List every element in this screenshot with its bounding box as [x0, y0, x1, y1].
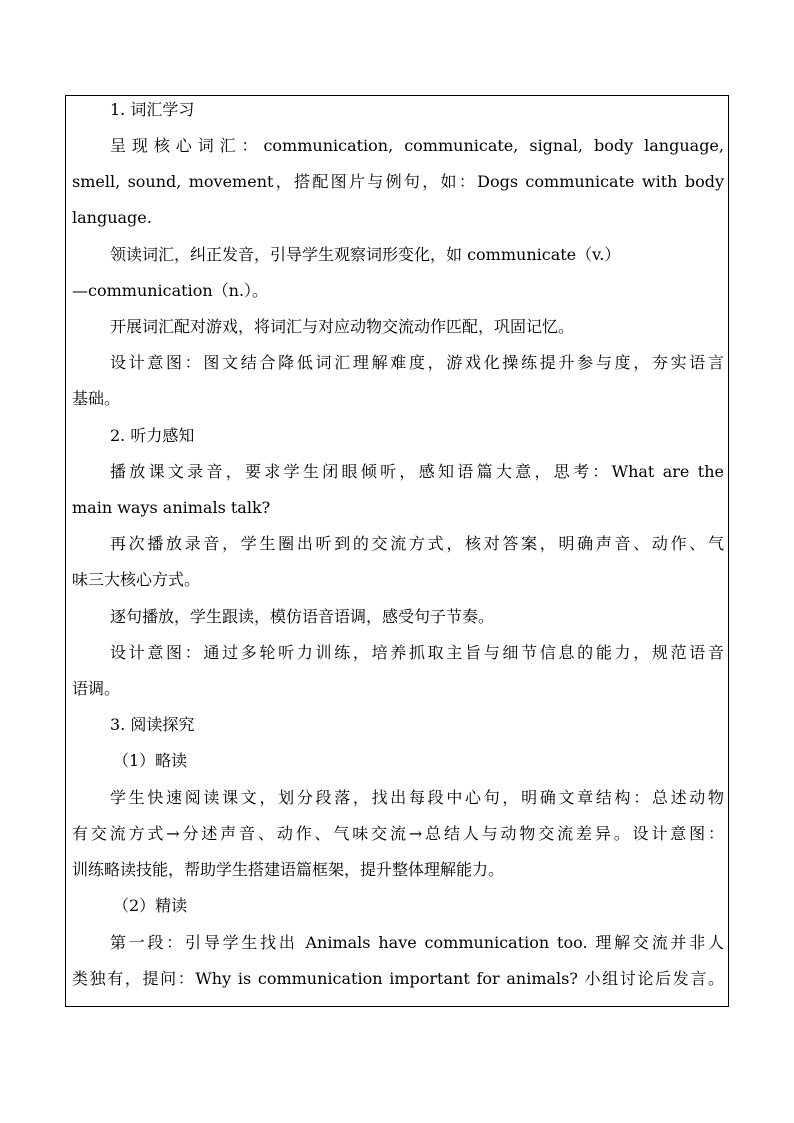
heading-listening: 2. 听力感知: [110, 426, 195, 445]
text-line: 再次播放录音，学生圈出听到的交流方式，核对答案，明确声音、动作、气: [110, 534, 724, 553]
text-line: 味三大核心方式。: [72, 570, 201, 589]
text-line: 设计意图：通过多轮听力训练，培养抓取主旨与细节信息的能力，规范语音: [110, 643, 724, 662]
text-line: 类独有，提问：Why is communication important for animals? 小组讨论后发言。: [72, 969, 724, 988]
text-line: 播放课文录音，要求学生闭眼倾听，感知语篇大意，思考：What are the: [110, 462, 724, 481]
text-line: 领读词汇，纠正发音，引导学生观察词形变化，如 communicate（v.）: [110, 245, 621, 264]
text-line: —communication（n.）。: [72, 281, 269, 300]
heading-reading: 3. 阅读探究: [110, 715, 195, 734]
subheading-skimming: （1）略读: [113, 751, 188, 770]
text-line: 基础。: [72, 389, 121, 408]
subheading-intensive-reading: （2）精读: [113, 896, 188, 915]
text-line: 逐句播放，学生跟读，模仿语音语调，感受句子节奏。: [110, 607, 495, 626]
text-line: 开展词汇配对游戏，将词汇与对应动物交流动作匹配，巩固记忆。: [110, 317, 575, 336]
text-line: 训练略读技能，帮助学生搭建语篇框架，提升整体理解能力。: [72, 860, 505, 879]
text-line: 第一段：引导学生找出 Animals have communication too. 理解交流并非人: [110, 933, 724, 952]
heading-vocabulary: 1. 词汇学习: [110, 100, 195, 119]
text-line: 设计意图：图文结合降低词汇理解难度，游戏化操练提升参与度，夯实语言: [110, 353, 724, 372]
text-line: 学生快速阅读课文，划分段落，找出每段中心句，明确文章结构：总述动物: [110, 788, 724, 807]
text-line: 语调。: [72, 679, 121, 698]
text-line: smell, sound, movement，搭配图片与例句，如：Dogs communicate with body: [72, 172, 724, 191]
text-line: language.: [72, 208, 152, 227]
text-line: main ways animals talk?: [72, 498, 271, 517]
text-line: 有交流方式→分述声音、动作、气味交流→总结人与动物交流差异。设计意图：: [72, 824, 724, 843]
text-line: 呈现核心词汇：communication, communicate, signal, body language,: [110, 136, 724, 155]
